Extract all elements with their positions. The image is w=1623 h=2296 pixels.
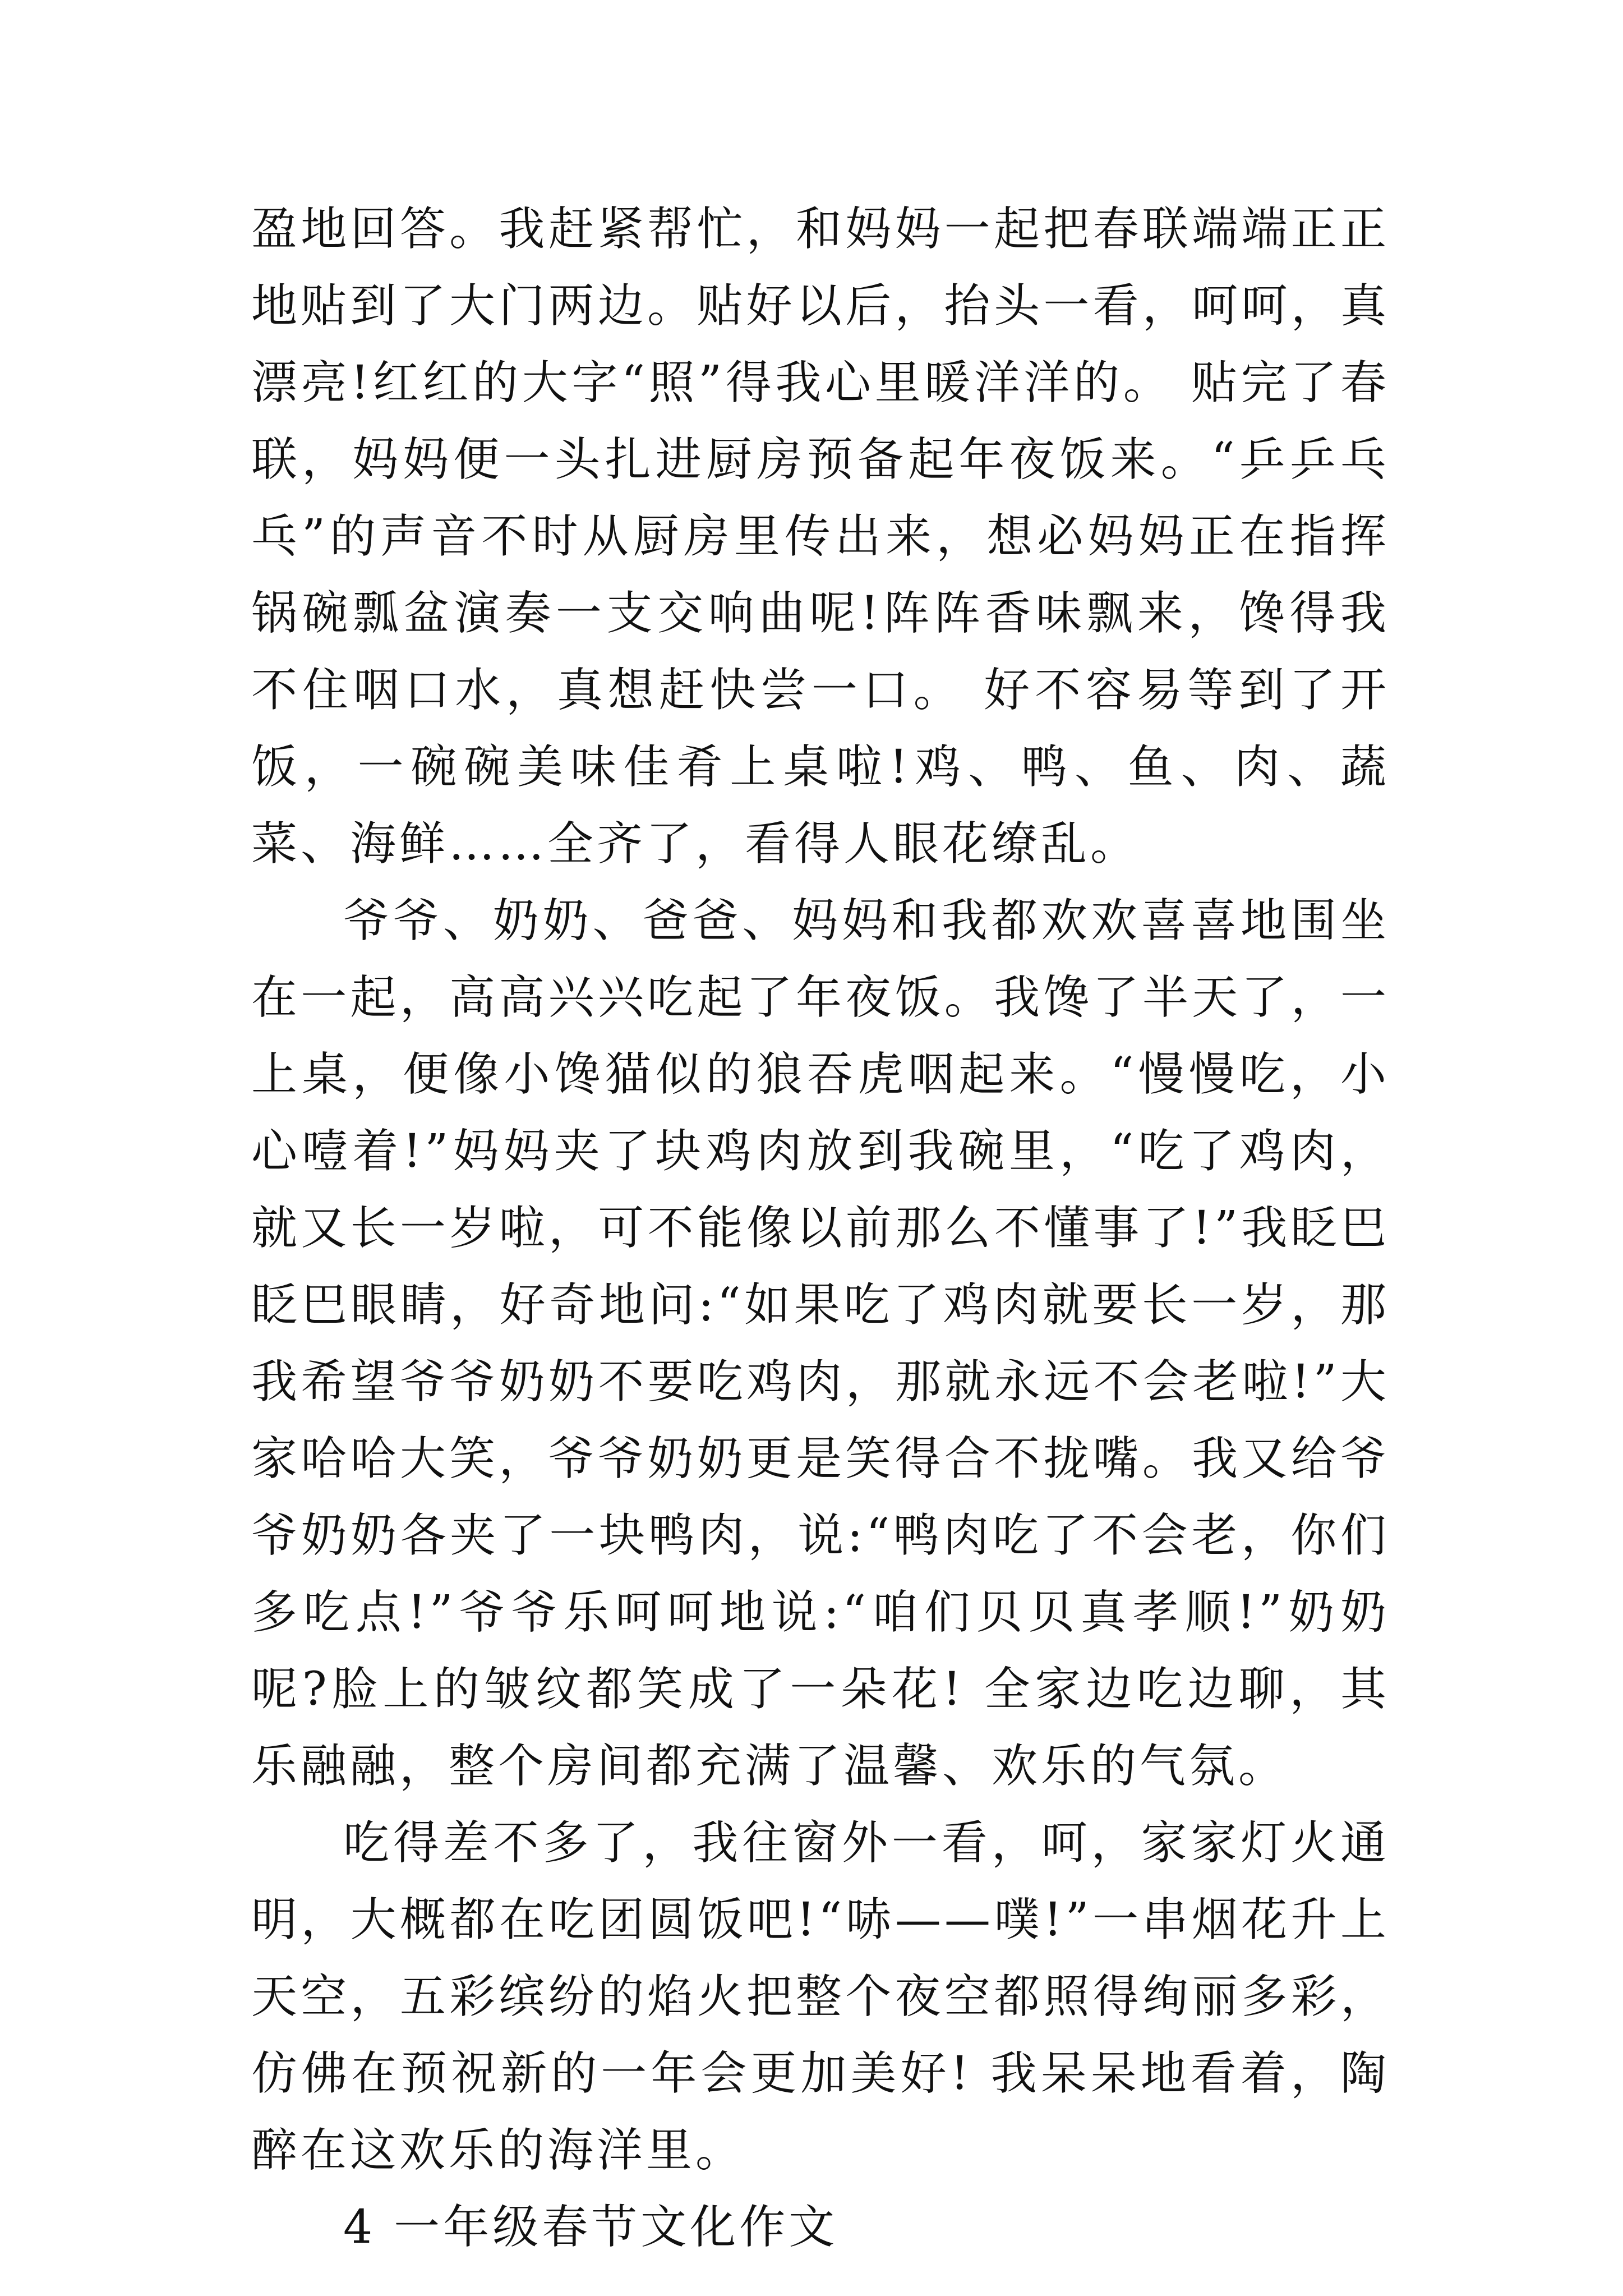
paragraph-1: 盈地回答。我赶紧帮忙，和妈妈一起把春联端端正正地贴到了大门两边。贴好以后，抬头一看，呵呵，真漂亮!红红的大字“照”得我心里暖洋洋的。 贴完了春联，妈妈便一头扎进厨房预备起年夜饭来。“乒乒乓乓”的声音不时从厨房里传出来，想必妈妈正在指挥锅碗瓢盆演奏一支交响曲呢!阵阵香味飘来，馋得我不住咽口水，真想赶快尝一口。 好不容易等到了开饭，一碗碗美味佳肴上桌啦!鸡、鸭、鱼、肉、蔬菜、海鲜……全齐了，看得人眼花缭乱。: [251, 203, 1390, 871]
paragraph-3: 吃得差不多了，我往窗外一看，呵，家家灯火通明，大概都在吃团圆饭吧!“哧——噗!”一串烟花升上天空，五彩缤纷的焰火把整个夜空都照得绚丽多彩，仿佛在预祝新的一年会更加美好! 我呆呆地看着，陶醉在这欢乐的海洋里。: [251, 1816, 1390, 2177]
paragraph-2: 爷爷、奶奶、爸爸、妈妈和我都欢欢喜喜地围坐在一起，高高兴兴吃起了年夜饭。我馋了半天了，一上桌，便像小馋猫似的狼吞虎咽起来。“慢慢吃，小心噎着!”妈妈夹了块鸡肉放到我碗里，“吃了鸡肉，就又长一岁啦，可不能像以前那么不懂事了!”我眨巴眨巴眼睛，好奇地问:“如果吃了鸡肉就要长一岁，那我希望爷爷奶奶不要吃鸡肉，那就永远不会老啦!”大家哈哈大笑，爷爷奶奶更是笑得合不拢嘴。我又给爷爷奶奶各夹了一块鸭肉，说:“鸭肉吃了不会老，你们多吃点!”爷爷乐呵呵地说:“咱们贝贝真孝顺!”奶奶呢?脸上的皱纹都笑成了一朵花! 全家边吃边聊，其乐融融，整个房间都充满了温馨、欢乐的气氛。: [251, 894, 1390, 1793]
section-heading: 4 一年级春节文化作文: [343, 2201, 838, 2254]
document-body: [251, 191, 1390, 2266]
